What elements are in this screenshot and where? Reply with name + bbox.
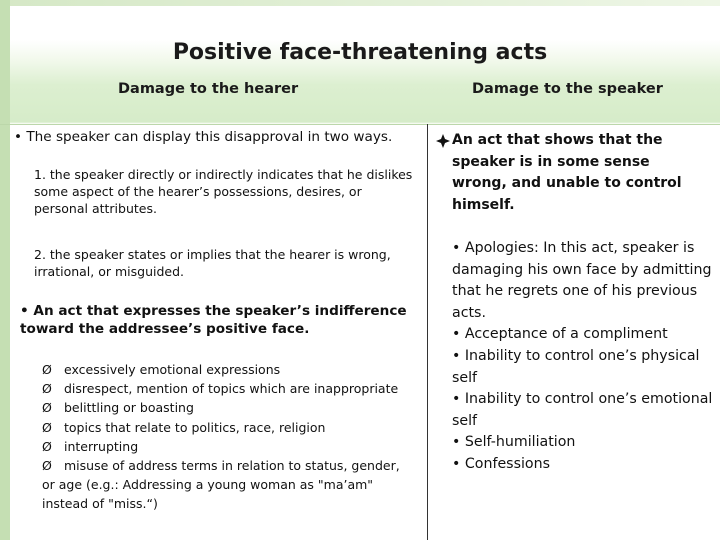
right-item-list [452, 238, 720, 476]
list-item: • Inability to control one’s physical [452, 347, 700, 364]
list-item: • Inability to control one’s emotional [452, 391, 713, 408]
list-item-text: interrupting [64, 438, 139, 454]
top-rule [0, 0, 720, 6]
left-column-header: Damage to the hearer [118, 81, 299, 97]
header-divider [0, 124, 720, 125]
arrow-bullet-icon: Ø [42, 400, 52, 416]
right-heading-line: himself. [452, 196, 515, 213]
left-bullet-list [42, 360, 422, 514]
list-item [42, 360, 422, 379]
list-item [42, 418, 422, 437]
right-heading-line: An act that shows that the [452, 132, 663, 148]
list-item [42, 456, 422, 475]
arrow-bullet-icon: Ø [42, 438, 52, 454]
list-item-text: excessively emotional expressions [64, 362, 281, 377]
list-item: self [452, 412, 478, 429]
arrow-bullet-icon: Ø [42, 381, 52, 397]
right-column-header: Damage to the speaker [472, 81, 663, 97]
list-item-text: misuse of address terms in relation to status, gender, [64, 458, 400, 474]
list-item-continuation: instead of "miss.“) [42, 496, 158, 512]
left-intro: • The speaker can display this disapproval in two ways. [14, 129, 393, 145]
list-item: • Self-humiliation [452, 434, 576, 451]
header-band [0, 0, 720, 130]
left-act-statement: • An act that expresses the speaker’s indifference toward the addressee’s positive face. [20, 303, 407, 337]
list-item: acts. [452, 304, 486, 321]
list-item: • Apologies: In this act, speaker is [452, 240, 695, 256]
left-point-2: 2. the speaker states or implies that the hearer is wrong, irrational, or misguided. [34, 247, 391, 279]
list-item [42, 398, 422, 417]
right-heading-line: speaker is in some sense [452, 153, 650, 170]
list-item: • Acceptance of a compliment [452, 326, 668, 343]
list-item-text: belittling or boasting [64, 400, 194, 416]
list-item: damaging his own face by admitting [452, 261, 712, 278]
arrow-bullet-icon: Ø [42, 362, 52, 377]
list-item: that he regrets one of his previous [452, 283, 698, 300]
list-item-continuation: or age (e.g.: Addressing a young woman as "ma’am" [42, 477, 374, 493]
list-item-text: disrespect, mention of topics which are inappropriate [64, 381, 399, 397]
arrow-bullet-icon: Ø [42, 458, 52, 474]
list-item: self [452, 369, 478, 386]
right-heading-line: wrong, and unable to control [452, 175, 682, 191]
slide-title: Positive face-threatening acts [172, 40, 548, 65]
diamond-bullet-icon [436, 130, 450, 156]
arrow-bullet-icon: Ø [42, 419, 52, 435]
left-point-1: 1. the speaker directly or indirectly indicates that he dislikes some aspect of the hearer’s possessions, desires, or personal attributes. [34, 167, 413, 216]
list-item-text: topics that relate to politics, race, religion [64, 419, 326, 435]
list-item [42, 437, 422, 456]
column-divider [427, 124, 428, 540]
list-item: • Confessions [452, 455, 550, 472]
right-heading [436, 130, 720, 216]
left-accent-band [0, 0, 10, 540]
list-item [42, 379, 422, 398]
